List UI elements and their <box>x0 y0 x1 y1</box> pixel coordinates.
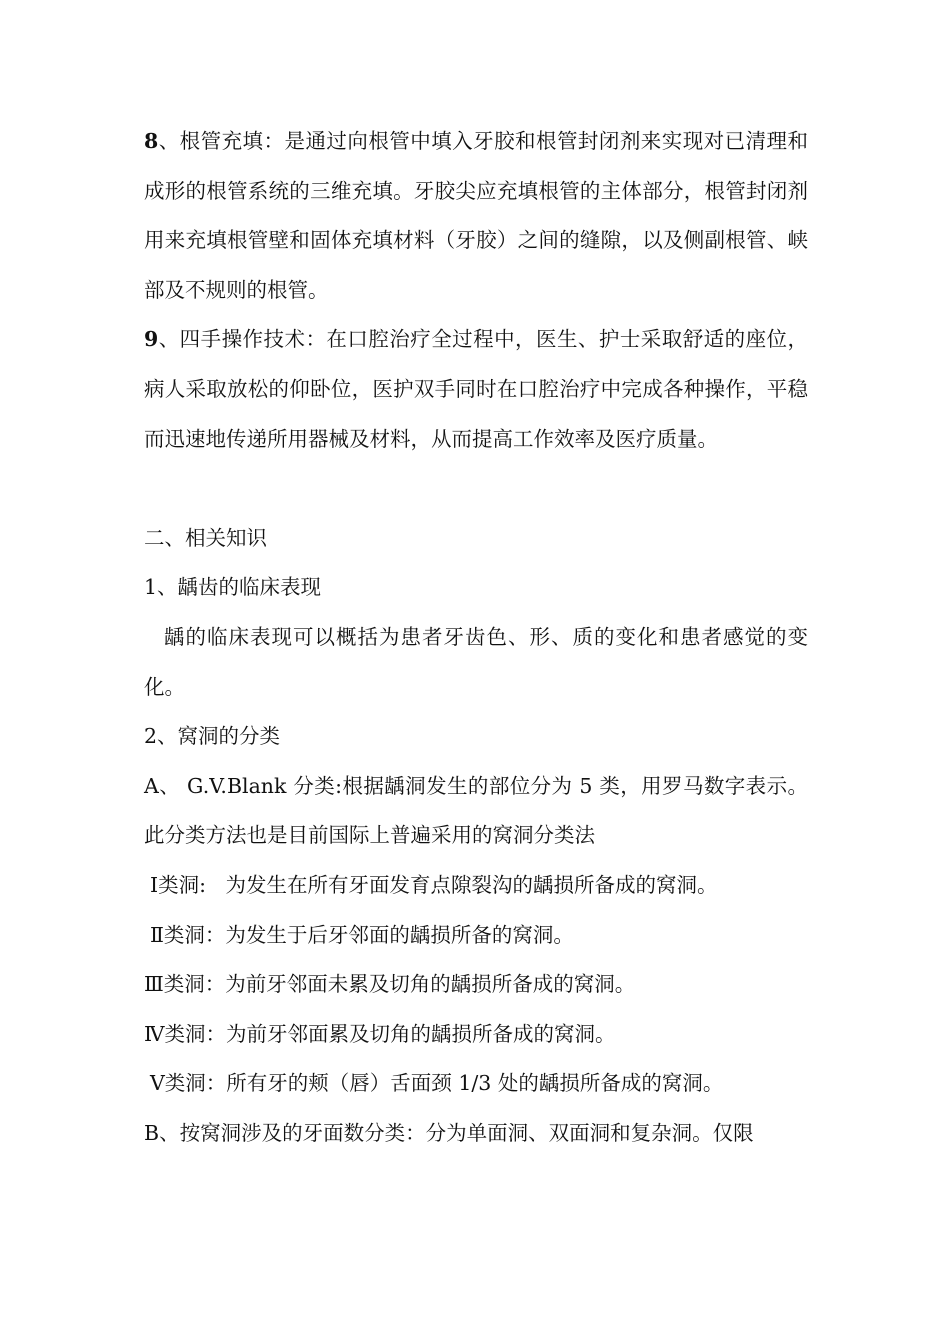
definition-number: 8 <box>144 129 159 153</box>
document-body <box>144 117 808 1158</box>
subsection-heading-cavity: 2、窝洞的分类 <box>144 724 281 749</box>
definition-text: 、四手操作技术：在口腔治疗全过程中，医生、护士采取舒适的座位，病人采取放松的仰卧位，医护双手同时在口腔治疗中完成各种操作，平稳而迅速地传递所用器械及材料，从而提高工作效率及医疗质量。 <box>144 327 808 451</box>
class-3-item: Ⅲ类洞：为前牙邻面未累及切角的龋损所备成的窝洞。 <box>144 972 636 997</box>
surface-classification: B、按窝洞涉及的牙面数分类：分为单面洞、双面洞和复杂洞。仅限 <box>144 1120 754 1145</box>
definition-8 <box>144 117 808 315</box>
definition-text: 、根管充填：是通过向根管中填入牙胶和根管封闭剂来实现对已清理和成形的根管系统的三维充填。牙胶尖应充填根管的主体部分，根管封闭剂用来充填根管壁和固体充填材料（牙胶）之间的缝隙，以及侧副根管、峡部及不规则的根管。 <box>144 129 808 302</box>
subsection-heading-caries: 1、龋齿的临床表现 <box>144 575 322 600</box>
blank-classification: A、 G.V.Blank 分类:根据龋洞发生的部位分为 5 类，用罗马数字表示。此分类方法也是目前国际上普遍采用的窝洞分类法 <box>144 773 808 848</box>
caries-description: 龋的临床表现可以概括为患者牙齿色、形、质的变化和患者感觉的变化。 <box>144 624 808 699</box>
class-5-item: Ⅴ类洞：所有牙的颊（唇）舌面颈 1/3 处的龋损所备成的窝洞。 <box>150 1071 724 1096</box>
section-heading: 二、相关知识 <box>144 525 267 550</box>
definition-9 <box>144 315 808 464</box>
class-4-item: Ⅳ类洞：为前牙邻面累及切角的龋损所备成的窝洞。 <box>144 1021 616 1046</box>
definition-number: 9 <box>144 327 159 352</box>
paragraph-gap <box>144 464 808 514</box>
class-1-item: Ⅰ类洞: 为发生在所有牙面发育点隙裂沟的龋损所备成的窝洞。 <box>150 872 718 897</box>
class-2-item: Ⅱ类洞：为发生于后牙邻面的龋损所备的窝洞。 <box>150 922 574 947</box>
